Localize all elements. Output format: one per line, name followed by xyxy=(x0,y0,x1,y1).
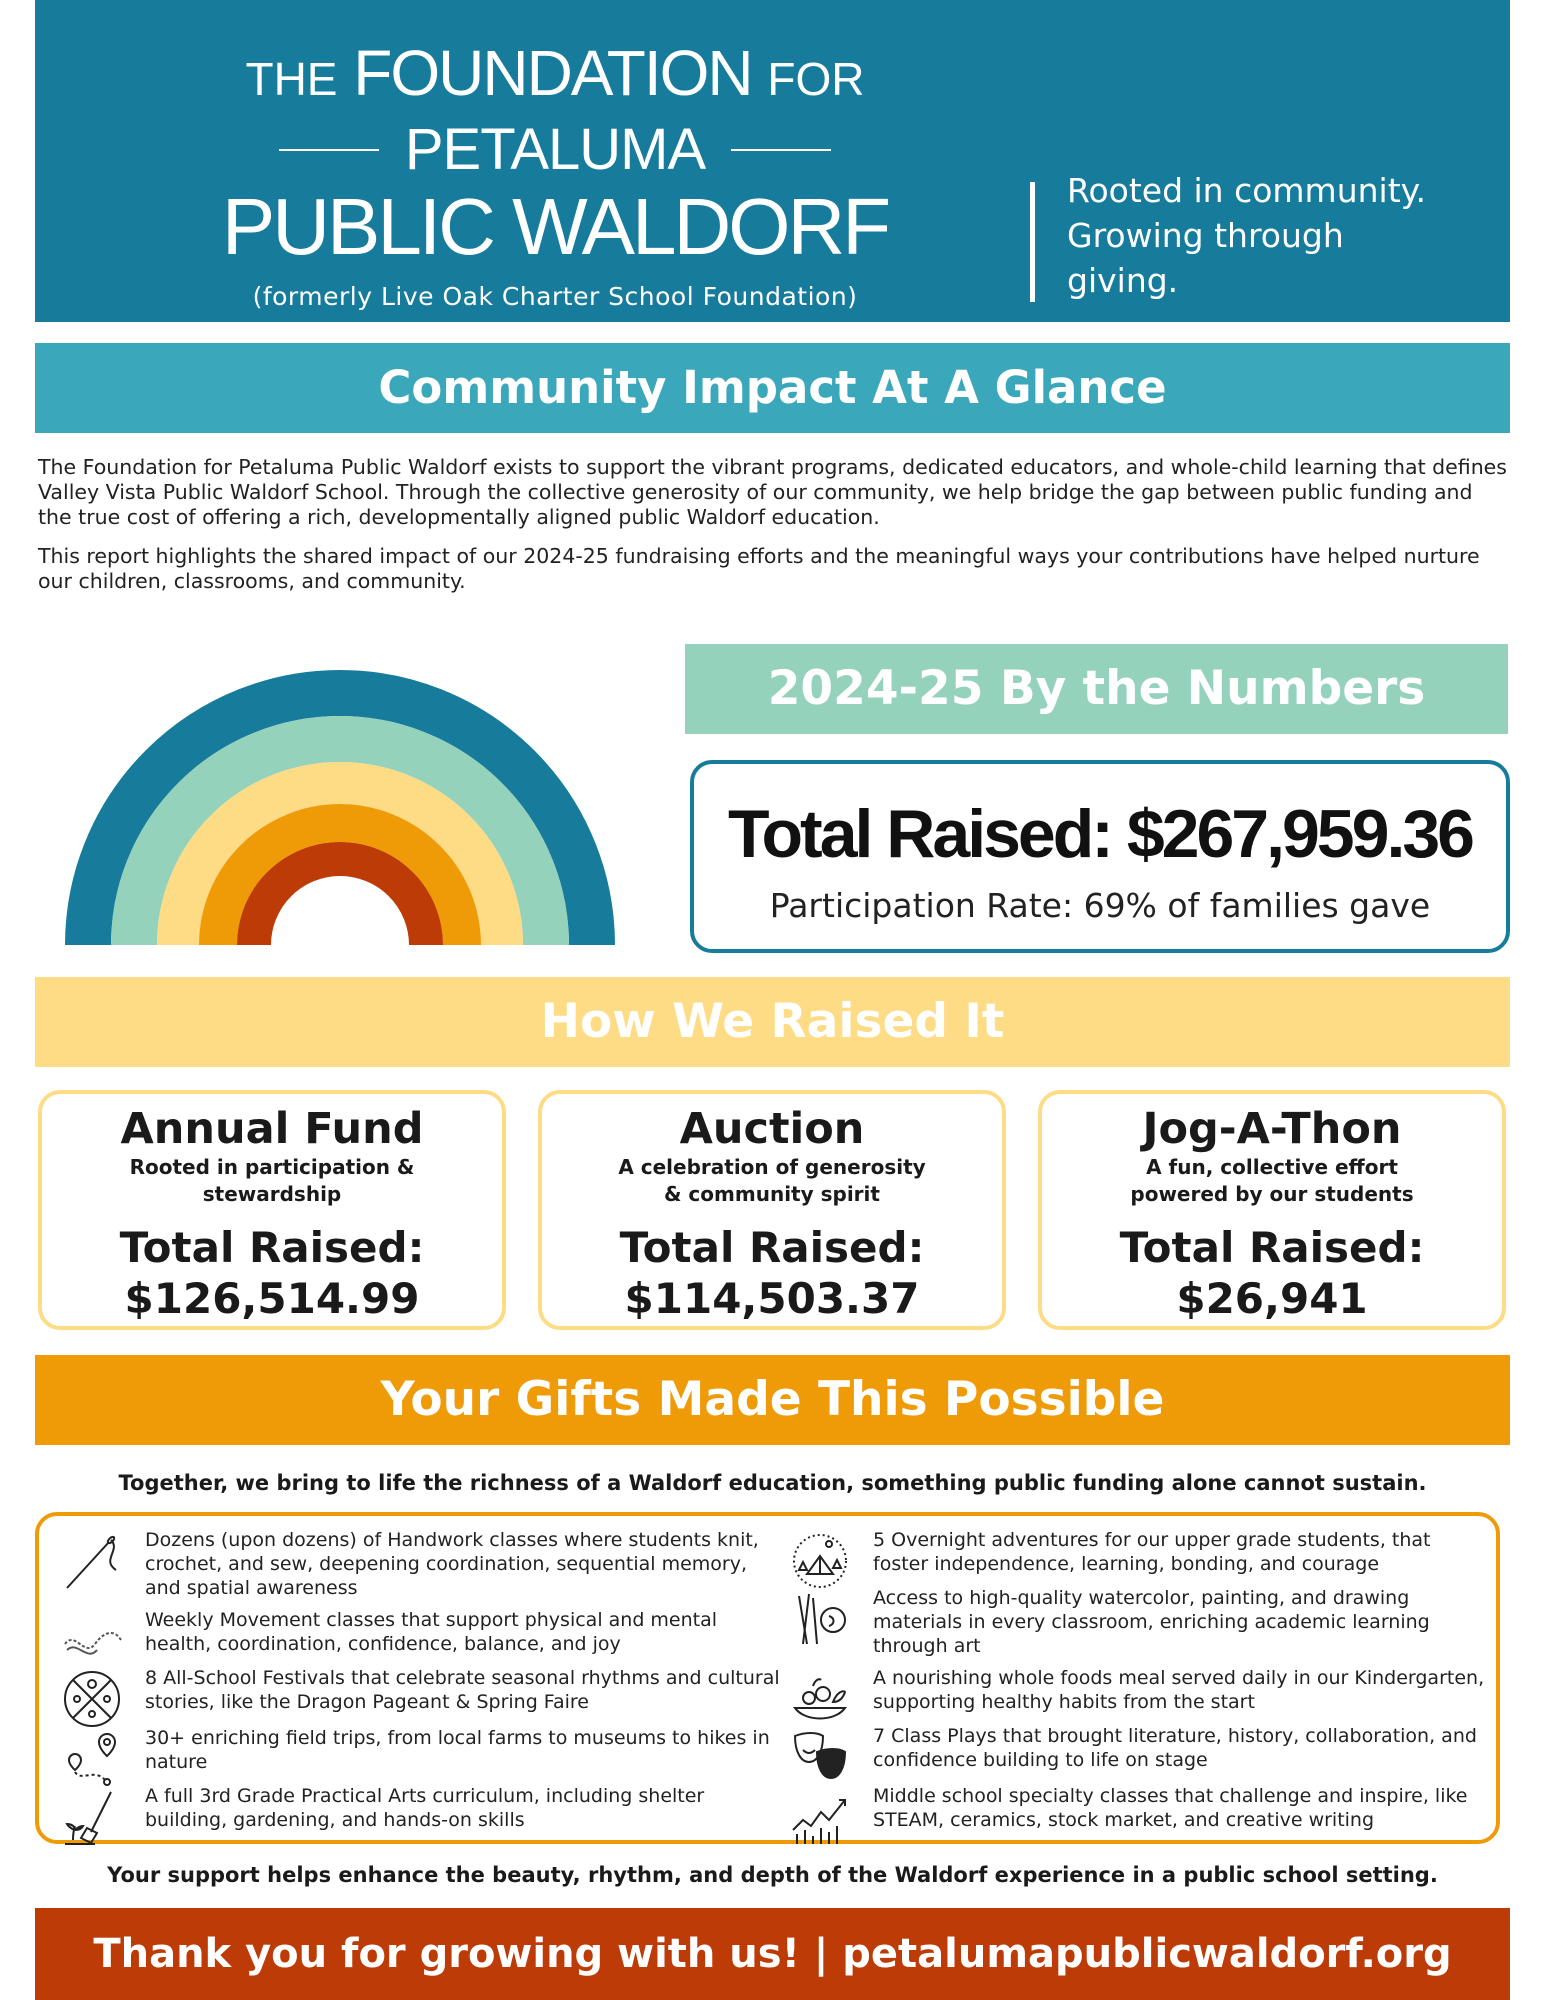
gift-text: 7 Class Plays that brought literature, history, collaboration, and confidence building to life on stage xyxy=(873,1725,1477,1771)
map-route-icon xyxy=(61,1728,123,1790)
tagline-line-3: giving. xyxy=(1067,261,1179,300)
participation-rate: Participation Rate: 69% of families gave xyxy=(769,886,1431,925)
fund-description: A fun, collective effort powered by our students xyxy=(1130,1155,1414,1206)
gift-text: 30+ enriching field trips, from local farms to museums to hikes in nature xyxy=(145,1727,770,1773)
brand-line-2 xyxy=(175,117,935,183)
fund-card-annual-fund xyxy=(38,1090,506,1330)
closing-statement: Your support helps enhance the beauty, rhythm, and depth of the Waldorf experience in a public school setting. xyxy=(107,1863,1438,1887)
tagline xyxy=(1067,168,1487,303)
movement-icon xyxy=(61,1610,123,1672)
gift-item-specialty-classes xyxy=(789,1784,1489,1848)
header-banner xyxy=(35,0,1510,322)
gift-item-festivals xyxy=(61,1666,781,1730)
gift-item-whole-foods xyxy=(789,1666,1489,1730)
brand-rule-right xyxy=(731,149,831,151)
fund-amount: $126,514.99 xyxy=(124,1274,420,1323)
brand-foundation: FOUNDATION xyxy=(353,37,752,109)
gifts-intro: Together, we bring to life the richness of a Waldorf education, something public funding alone cannot sustain. xyxy=(118,1471,1427,1495)
intro-paragraph-2: This report highlights the shared impact of our 2024-25 fundraising efforts and the meaningful ways your contributions have helped nurture our children, classrooms, and community. xyxy=(38,544,1480,593)
gift-item-overnights xyxy=(789,1528,1489,1592)
paint-brushes-icon xyxy=(789,1588,851,1650)
fund-amount: $26,941 xyxy=(1176,1274,1368,1323)
gift-item-practical-arts xyxy=(61,1784,781,1848)
gift-text: Dozens (upon dozens) of Handwork classes where students knit, crochet, and sew, deepening coordination, sequential memory, and spatial awareness xyxy=(145,1529,759,1599)
impact-heading: Community Impact At A Glance xyxy=(35,343,1510,433)
gift-item-class-plays xyxy=(789,1724,1489,1788)
gift-item-art-materials xyxy=(789,1586,1489,1658)
gift-item-handwork xyxy=(61,1528,781,1600)
fund-description: Rooted in participation & stewardship xyxy=(129,1155,415,1206)
fund-name: Jog-A-Thon xyxy=(1142,1104,1402,1154)
shovel-sprout-icon xyxy=(61,1786,123,1848)
intro-text xyxy=(38,455,1508,608)
rainbow-arc-rust xyxy=(254,859,426,945)
brand-public-waldorf: PUBLIC WALDORF xyxy=(221,182,889,271)
total-raised-box xyxy=(690,760,1510,953)
foundation-logo xyxy=(175,35,935,317)
fund-total-label: Total Raised: xyxy=(119,1223,425,1272)
gifts-list-box xyxy=(35,1512,1500,1844)
whole-foods-icon xyxy=(789,1668,851,1730)
total-raised: Total Raised: $267,959.36 xyxy=(728,796,1472,872)
fund-name: Annual Fund xyxy=(120,1104,424,1154)
intro-paragraph-1: The Foundation for Petaluma Public Waldorf exists to support the vibrant programs, dedicated educators, and whole-child learning that defines Valley Vista Public Waldorf School. Through the collective generosity of our community, we help bridge the gap between public funding and the true cost of offering a rich, developmentally aligned public Waldorf education. xyxy=(38,455,1507,529)
gift-text: A nourishing whole foods meal served daily in our Kindergarten, supporting healthy habits from the start xyxy=(873,1667,1485,1713)
gift-text: Weekly Movement classes that support physical and mental health, coordination, confidence, balance, and joy xyxy=(145,1609,718,1655)
fund-description: A celebration of generosity & community spirit xyxy=(618,1155,926,1206)
fund-name: Auction xyxy=(679,1104,865,1154)
how-heading: How We Raised It xyxy=(35,977,1510,1067)
stock-chart-icon xyxy=(789,1786,851,1848)
brand-the: THE xyxy=(245,53,338,105)
campsite-icon xyxy=(789,1530,851,1592)
tagline-line-2: Growing through xyxy=(1067,216,1344,255)
numbers-heading: 2024-25 By the Numbers xyxy=(685,644,1508,734)
thank-you-footer: Thank you for growing with us! | petalumapublicwaldorf.org xyxy=(35,1908,1510,2000)
gifts-heading: Your Gifts Made This Possible xyxy=(35,1355,1510,1445)
tagline-line-1: Rooted in community. xyxy=(1067,171,1426,210)
gift-text: Access to high-quality watercolor, painting, and drawing materials in every classroom, enriching academic learning through art xyxy=(873,1587,1430,1657)
rainbow-illustration xyxy=(50,620,630,960)
fund-total-label: Total Raised: xyxy=(1119,1223,1425,1272)
fund-card-auction xyxy=(538,1090,1006,1330)
gift-item-movement xyxy=(61,1608,781,1672)
brand-line-1 xyxy=(175,35,935,117)
fund-card-jog-a-thon xyxy=(1038,1090,1506,1330)
brand-subtitle: (formerly Live Oak Charter School Foundation) xyxy=(252,282,858,311)
seasons-wheel-icon xyxy=(61,1668,123,1730)
gift-text: A full 3rd Grade Practical Arts curriculum, including shelter building, gardening, and hands-on skills xyxy=(145,1785,705,1831)
brand-petaluma: PETALUMA xyxy=(404,117,706,182)
gift-item-field-trips xyxy=(61,1726,781,1790)
gift-text: 8 All-School Festivals that celebrate seasonal rhythms and cultural stories, like the Dragon Pageant & Spring Faire xyxy=(145,1667,780,1713)
brand-for: FOR xyxy=(767,53,865,105)
needle-thread-icon xyxy=(61,1530,123,1592)
fund-total-label: Total Raised: xyxy=(619,1223,925,1272)
brand-rule-left xyxy=(279,149,379,151)
gift-text: Middle school specialty classes that challenge and inspire, like STEAM, ceramics, stock market, and creative writing xyxy=(873,1785,1468,1831)
tagline-divider xyxy=(1030,182,1035,302)
theater-masks-icon xyxy=(789,1726,851,1788)
fund-amount: $114,503.37 xyxy=(624,1274,920,1323)
gift-text: 5 Overnight adventures for our upper grade students, that foster independence, learning, bonding, and courage xyxy=(873,1529,1431,1575)
